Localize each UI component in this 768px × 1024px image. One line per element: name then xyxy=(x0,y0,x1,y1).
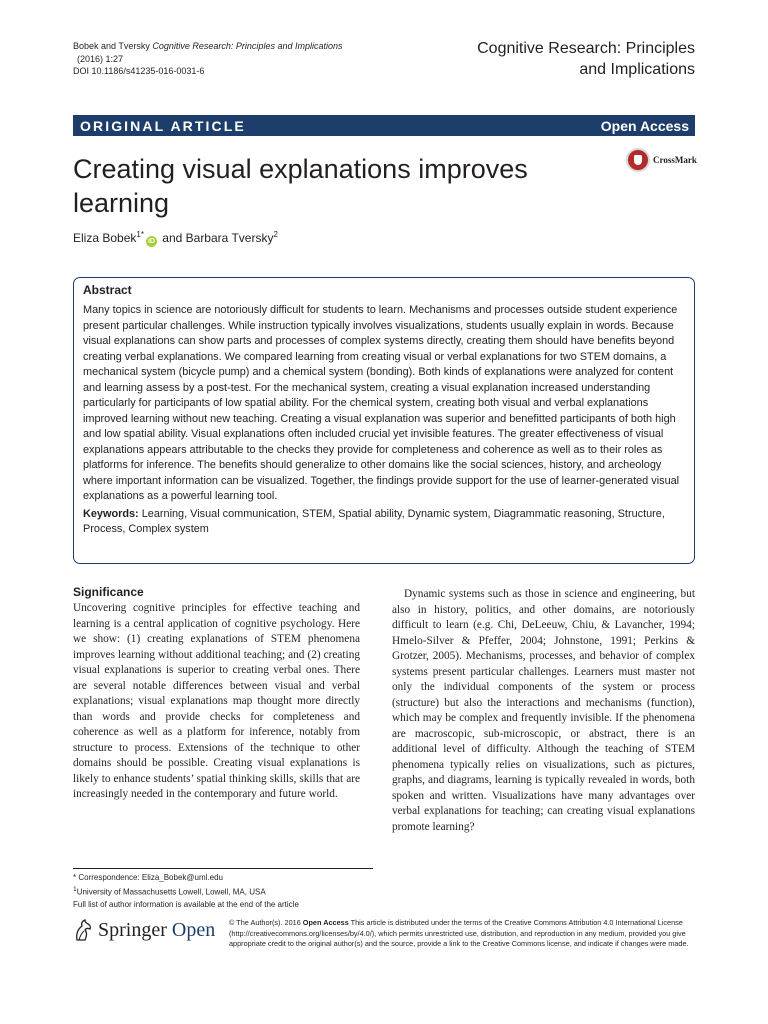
keywords-label: Keywords: xyxy=(83,507,139,520)
correspondence[interactable]: * Correspondence: Eliza_Bobek@uml.edu xyxy=(73,873,223,882)
journal-name-line2: and Implications xyxy=(579,61,695,78)
significance-text: Uncovering cognitive principles for effective teaching and learning is a central application of cognitive psychology. Here we show: (1) creating explanations of STEM phenomena improves learning without additional teaching; and (2) creating visual explanations is superior to creating verbal ones. There are several notable differences between visual and verbal explanations; visual explanations map thought more directly than words and provide checks for completeness and coherence as well as a platform for inference, notably from structure to process. Extensions of the technique to other domains should be possible. Creating visual explanations is likely to enhance students’ spatial thinking skills, skills that are increasingly needed in the contemporary and future world. xyxy=(73,602,360,800)
open-access-label: Open Access xyxy=(600,117,689,134)
citation-doi[interactable]: DOI 10.1186/s41235-016-0031-6 xyxy=(73,66,205,76)
publisher-logo[interactable] xyxy=(73,918,215,942)
journal-name-line1: Cognitive Research: Principles xyxy=(477,40,695,57)
affiliation-text: University of Massachusetts Lowell, Lowell, MA, USA xyxy=(76,887,266,897)
article-type: ORIGINAL ARTICLE xyxy=(80,117,246,134)
intro-paragraph: Dynamic systems such as those in science and engineering, but also in history, politics, and other domains, are notoriously difficult to learn (e.g. Chi, DeLeeuw, Chiu, & Lavancher, 1994; Hmelo-Silver & Pfeffer, 2004; Johnstone, 1991; Perkins & Grotzer, 2005). Mechanisms, processes, and behavior of complex systems present particular challenges. Learners must master not only the individual components of the system or process (structure) but also the interactions and mechanisms (function), which may be complex and frequently invisible. If the phenomena are macroscopic, sub-microscopic, or abstract, there is an additional level of difficulty. Although the teaching of STEM phenomena typically relies on visualizations, such as pictures, graphs, and diagrams, learning is typically revealed in words, both spoken and written. Visualizations have many advantages over verbal explanations for teaching; can creating visual explanations promote learning? xyxy=(392,588,695,833)
license-body: This article is distributed under the terms of the Creative Commons Attribution 4.0 International License (http://creativecommons.org/licenses/by/4.0/), which permits unrestricted use, distribution, and reproduction in any medium, provided you give appropriate credit to the original author(s) and the source, provide a link to the Creative Commons license, and indicate if changes were made. xyxy=(229,918,689,948)
keywords xyxy=(83,507,685,538)
article-banner xyxy=(73,115,695,136)
citation-block xyxy=(73,40,342,78)
significance-heading: Significance xyxy=(73,585,144,599)
author-list xyxy=(73,230,278,247)
crossmark-icon xyxy=(626,148,650,172)
affiliation xyxy=(73,884,299,899)
keywords-list: Learning, Visual communication, STEM, Spatial ability, Dynamic system, Diagrammatic reasoning, Structure, Process, Complex system xyxy=(83,507,665,535)
license-open-access: Open Access xyxy=(302,918,349,927)
author-first[interactable]: Eliza Bobek xyxy=(73,231,137,245)
affiliation-sup: 1 xyxy=(73,886,77,893)
intro-section xyxy=(392,587,695,835)
abstract-box xyxy=(73,277,695,564)
author-second[interactable]: and Barbara Tversky xyxy=(162,231,274,245)
author-first-affiliation: 1* xyxy=(136,230,144,239)
journal-name xyxy=(375,38,695,80)
footnote-divider xyxy=(73,868,373,869)
significance-section xyxy=(73,585,360,803)
license-prefix: © The Author(s). 2016 xyxy=(229,918,301,927)
author-second-affiliation: 2 xyxy=(273,230,278,239)
citation-authors: Bobek and Tversky xyxy=(73,41,150,51)
springer-horse-icon xyxy=(73,918,93,942)
citation-journal: Cognitive Research: Principles and Implications xyxy=(152,41,343,51)
orcid-icon[interactable]: iD xyxy=(147,238,155,245)
abstract-heading: Abstract xyxy=(83,283,132,297)
crossmark-label: CrossMark xyxy=(653,155,697,165)
crossmark-badge[interactable] xyxy=(626,145,698,175)
license-text xyxy=(229,918,697,950)
article-title: Creating visual explanations improves learning xyxy=(73,154,528,218)
citation-volume: (2016) 1:27 xyxy=(77,53,124,64)
footnotes xyxy=(73,872,299,911)
publisher-name: Springer Open xyxy=(98,918,216,941)
abstract-text: Many topics in science are notoriously difficult for students to learn. Mechanisms and processes outside student experience present particular challenges. While instruction typically involves visualizations, students usually explain in words. Because visual explanations can show parts and processes of complex systems directly, creating them should have benefits beyond creating verbal explanations. We compared learning from creating visual or verbal explanations for two STEM domains, a mechanical system (bicycle pump) and a chemical system (bonding). Both kinds of explanations were analyzed for content and learning assess by a post-test. For the mechanical system, creating a visual explanation increased understanding particularly for participants of low spatial ability. For the chemical system, creating both visual and verbal explanations improved learning without new teaching. Creating a visual explanation was superior and benefitted participants of both high and low spatial ability. Visual explanations often included crucial yet invisible features. The greater effectiveness of visual explanations appears attributable to the checks they provide for completeness and coherence as well as to their roles as platforms for inference. The benefits should generalize to other domains like the social sciences, history, and archeology where important information can be visualized. Together, the findings provide support for the use of learner-generated visual explanations as a powerful learning tool. xyxy=(83,304,680,502)
author-info-note: Full list of author information is available at the end of the article xyxy=(73,899,299,909)
